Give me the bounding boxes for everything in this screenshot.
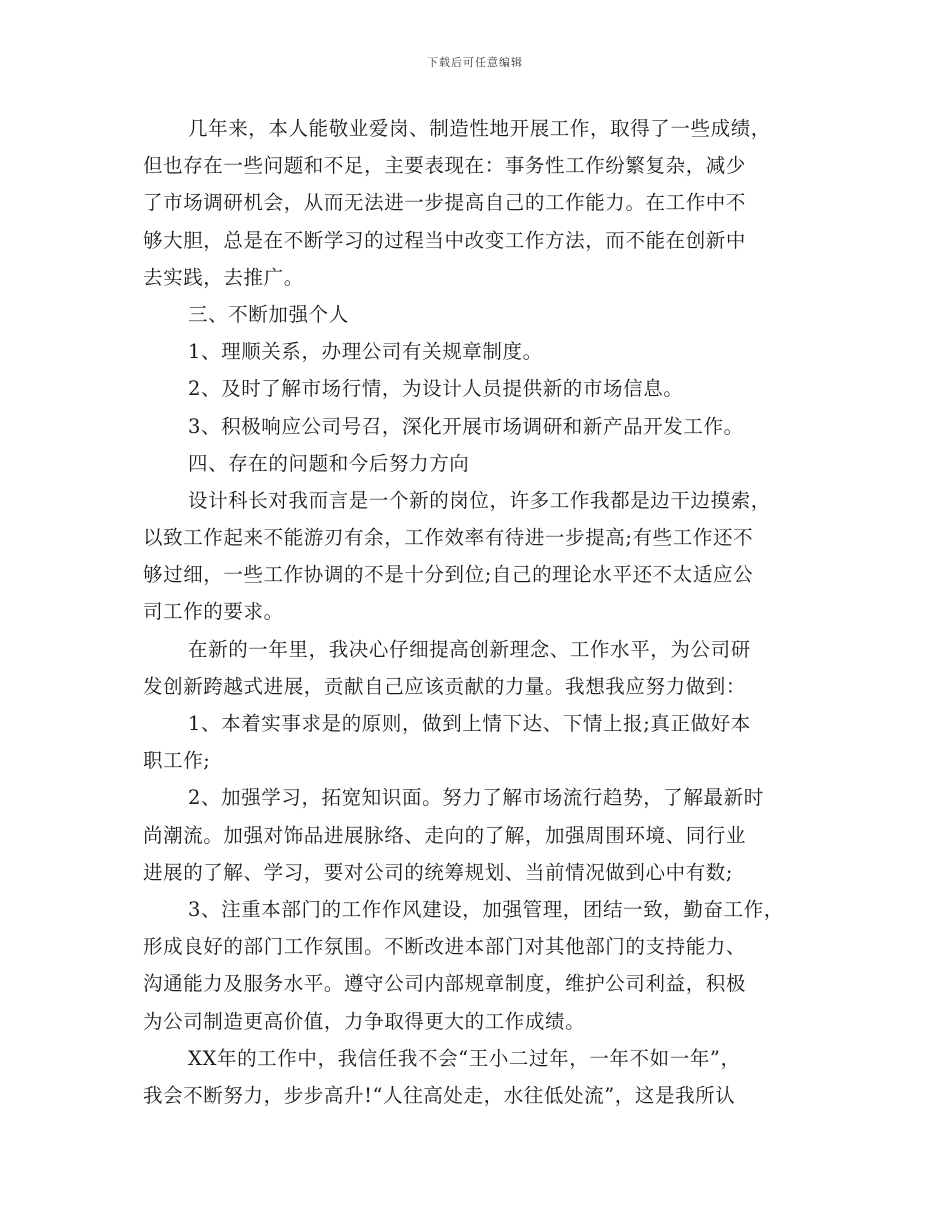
text-line: 我会不断努力，步步高升!“人往高处走，水往低处流”，这是我所认 (143, 1083, 736, 1107)
document-body (143, 110, 823, 1114)
text-line: 形成良好的部门工作氛围。不断改进本部门对其他部门的支持能力、 (143, 935, 747, 959)
list-item: 1、理顺关系，办理公司有关规章制度。 (188, 340, 543, 364)
section-heading: 四、存在的问题和今后努力方向 (188, 451, 470, 475)
text-line: 设计科长对我而言是一个新的岗位，许多工作我都是边干边摸索， (188, 488, 771, 512)
text-line: XX年的工作中，我信任我不会“王小二过年，一年不如一年”， (188, 1046, 741, 1070)
text-line: 司工作的要求。 (143, 600, 284, 624)
text-line: 了市场调研机会，从而无法进一步提高自己的工作能力。在工作中不 (143, 191, 747, 215)
text-line: 够过细，一些工作协调的不是十分到位;自己的理论水平还不太适应公 (143, 563, 754, 587)
text-line: 职工作; (143, 749, 211, 773)
text-line: 以致工作起来不能游刃有余，工作效率有待进一步提高;有些工作还不 (143, 526, 754, 550)
list-item: 2、及时了解市场行情，为设计人员提供新的市场信息。 (188, 377, 684, 401)
list-item: 1、本着实事求是的原则，做到上情下达、下情上报;真正做好本 (188, 712, 751, 735)
text-line: 为公司制造更高价值，力争取得更大的工作成绩。 (143, 1009, 586, 1033)
text-line: 进展的了解、学习，要对公司的统筹规划、当前情况做到心中有数; (143, 860, 734, 884)
text-line: 几年来，本人能敬业爱岗、制造性地开展工作，取得了一些成绩， (188, 117, 771, 140)
text-line: 去实践，去推广。 (143, 265, 304, 289)
text-line: 尚潮流。加强对饰品进展脉络、走向的了解，加强周围环境、同行业 (143, 823, 747, 847)
section-heading: 三、不断加强个人 (188, 302, 349, 326)
page-header: 下载后可任意编辑 (427, 56, 523, 69)
text-line: 够大胆，总是在不断学习的过程当中改变工作方法，而不能在创新中 (143, 228, 747, 252)
list-item: 2、加强学习，拓宽知识面。努力了解市场流行趋势，了解最新时 (188, 786, 764, 810)
list-item: 3、注重本部门的工作作风建设，加强管理，团结一致，勤奋工作， (188, 897, 784, 921)
text-line: 沟通能力及服务水平。遵守公司内部规章制度，维护公司利益，积极 (143, 972, 747, 996)
text-line: 发创新跨越式进展，贡献自己应该贡献的力量。我想我应努力做到： (143, 674, 747, 698)
text-line: 但也存在一些问题和不足，主要表现在：事务性工作纷繁复杂，减少 (143, 154, 747, 178)
list-item: 3、积极响应公司号召，深化开展市场调研和新产品开发工作。 (188, 414, 744, 438)
text-line: 在新的一年里，我决心仔细提高创新理念、工作水平，为公司研 (188, 637, 751, 661)
